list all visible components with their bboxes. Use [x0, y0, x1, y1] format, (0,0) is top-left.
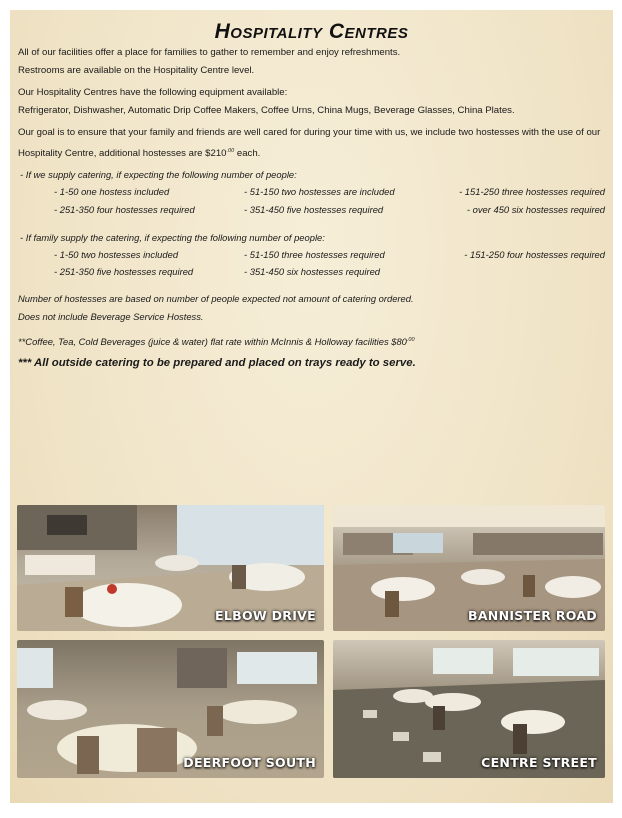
family-supply-cell: - 151-250 four hostesses required [464, 249, 605, 260]
we-supply-cell: - 251-350 four hostesses required [54, 204, 195, 215]
beverage-note [18, 336, 415, 347]
photo-caption: DEERFOOT SOUTH [183, 755, 316, 770]
family-supply-cell: - 1-50 two hostesses included [54, 249, 179, 260]
we-supply-cell: - 151-250 three hostesses required [459, 186, 605, 197]
family-supply-cell: - 351-450 six hostesses required [244, 266, 381, 277]
brochure-page [10, 10, 613, 803]
photo-elbow-drive [17, 505, 324, 631]
beverage-superscript: .00 [406, 336, 415, 343]
photo-deerfoot-south [17, 640, 324, 778]
family-supply-cell: - 251-350 five hostesses required [54, 266, 194, 277]
catering-notice: *** All outside catering to be prepared and placed on trays ready to serve. [18, 357, 416, 369]
we-supply-cell: - over 450 six hostesses required [466, 204, 605, 215]
family-supply-heading: - If family supply the catering, if expecting the following number of people: [20, 232, 325, 243]
photo-caption: BANNISTER ROAD [468, 608, 597, 623]
we-supply-heading: - If we supply catering, if expecting the following number of people: [20, 169, 297, 180]
goal-text: Our goal is to ensure that your family and friends are well cared for during your time with us, we include two hostesses with the use of our Hospitality Centre, additional hostesses are $210 [18, 127, 601, 160]
goal-suffix: each. [234, 148, 261, 160]
we-supply-cell: - 51-150 two hostesses are included [244, 186, 395, 197]
photo-caption: ELBOW DRIVE [215, 608, 316, 623]
goal-superscript: .00 [226, 148, 235, 154]
photo-centre-street [333, 640, 605, 778]
photo-caption: CENTRE STREET [481, 755, 597, 770]
beverage-note-text: **Coffee, Tea, Cold Beverages (juice & water) flat rate within McInnis & Holloway facilities $80 [18, 336, 407, 347]
page-title: Hospitality Centres [214, 20, 409, 43]
note-1: Number of hostesses are based on number of people expected not amount of catering ordered. [18, 293, 414, 304]
photo-bannister-road [333, 505, 605, 631]
intro-line-2: Restrooms are available on the Hospitality Centre level. [18, 65, 255, 76]
we-supply-cell: - 1-50 one hostess included [54, 186, 170, 197]
goal-paragraph [18, 124, 608, 163]
intro-line-1: All of our facilities offer a place for families to gather to remember and enjoy refreshments. [18, 47, 401, 58]
note-2: Does not include Beverage Service Hostess. [18, 311, 204, 322]
family-supply-cell: - 51-150 three hostesses required [244, 249, 385, 260]
equipment-list: Refrigerator, Dishwasher, Automatic Drip Coffee Makers, Coffee Urns, China Mugs, Beverage Glasses, China Plates. [18, 105, 515, 116]
we-supply-cell: - 351-450 five hostesses required [244, 204, 384, 215]
equipment-heading: Our Hospitality Centres have the following equipment available: [18, 87, 288, 98]
